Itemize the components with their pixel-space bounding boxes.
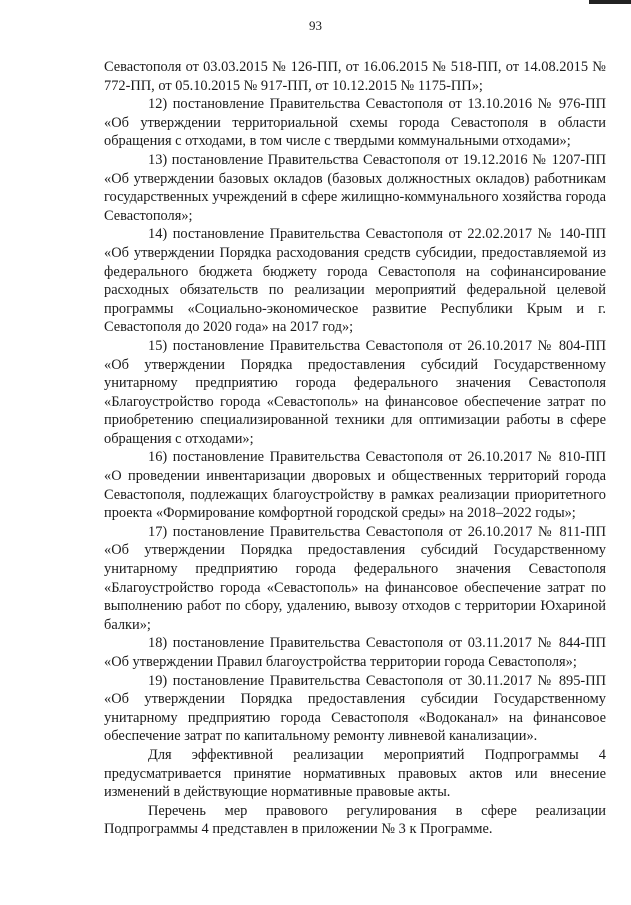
paragraph-item-17: 17) постановление Правительства Севастополя от 26.10.2017 № 811-ПП «Об утверждении Порядка предоставления субсидий Государственному унитарному предприятию города федерального значения Севастополя «Благоустройство города «Севастополь» на финансовое обеспечение затрат по выполнению работ по сбору, удалению, вывозу отходов с территории Юхариной балки»;: [104, 523, 606, 633]
paragraph-item-19: 19) постановление Правительства Севастополя от 30.11.2017 № 895-ПП «Об утверждении Порядка предоставления субсидии Государственному унитарному предприятию города Севастополя «Водоканал» на финансовое обеспечение затрат по капитальному ремонту ливневой канализации».: [104, 672, 606, 745]
paragraph-measures-list: Перечень мер правового регулирования в сфере реализации Подпрограммы 4 представлен в приложении № 3 к Программе.: [104, 802, 606, 838]
paragraph-item-13: 13) постановление Правительства Севастополя от 19.12.2016 № 1207-ПП «Об утверждении базовых окладов (базовых должностных окладов) работникам государственных учреждений в сфере жилищно-коммунального хозяйства города Севастополя»;: [104, 151, 606, 224]
paragraph-continuation: Севастополя от 03.03.2015 № 126-ПП, от 16.06.2015 № 518-ПП, от 14.08.2015 № 772-ПП, от 05.10.2015 № 917-ПП, от 10.12.2015 № 1175-ПП»;: [104, 59, 606, 94]
paragraph-item-18: 18) постановление Правительства Севастополя от 03.11.2017 № 844-ПП «Об утверждении Правил благоустройства территории города Севастополя»;: [104, 635, 606, 670]
paragraph-item-16: 16) постановление Правительства Севастополя от 26.10.2017 № 810-ПП «О проведении инвентаризации дворовых и общественных территорий города Севастополя, подлежащих благоустройству в рамках реализации приоритетного проекта «Формирование комфортной городской среды» на 2018–2022 годы»;: [104, 449, 606, 522]
paragraph-item-12: 12) постановление Правительства Севастополя от 13.10.2016 № 976-ПП «Об утверждении территориальной схемы города Севастополя в области обращения с отходами, в том числе с твердыми коммунальными отходами»;: [104, 96, 606, 150]
paragraph-item-15: 15) постановление Правительства Севастополя от 26.10.2017 № 804-ПП «Об утверждении Порядка предоставления субсидий Государственному унитарному предприятию города федерального значения Севастополя «Благоустройство города «Севастополь» на финансовое обеспечение затрат по приобретению специализированной техники для оптимизации работы в сфере обращения с отходами»;: [104, 337, 606, 447]
scan-corner-mark: [589, 0, 631, 4]
page-number: 93: [309, 18, 322, 33]
paragraph-implementation: Для эффективной реализации мероприятий Подпрограммы 4 предусматривается принятие нормативных правовых актов или внесение изменений в действующие нормативные правовые акты.: [104, 746, 606, 801]
paragraph-item-14: 14) постановление Правительства Севастополя от 22.02.2017 № 140-ПП «Об утверждении Порядка расходования средств субсидии, предоставляемой из федерального бюджета бюджету города Севастополя на софинансирование расходных обязательств по реализации мероприятий федеральной целевой программы «Социально-экономическое развитие Республики Крым и г. Севастополя до 2020 года» на 2017 год»;: [104, 226, 606, 336]
document-body: [104, 58, 606, 839]
